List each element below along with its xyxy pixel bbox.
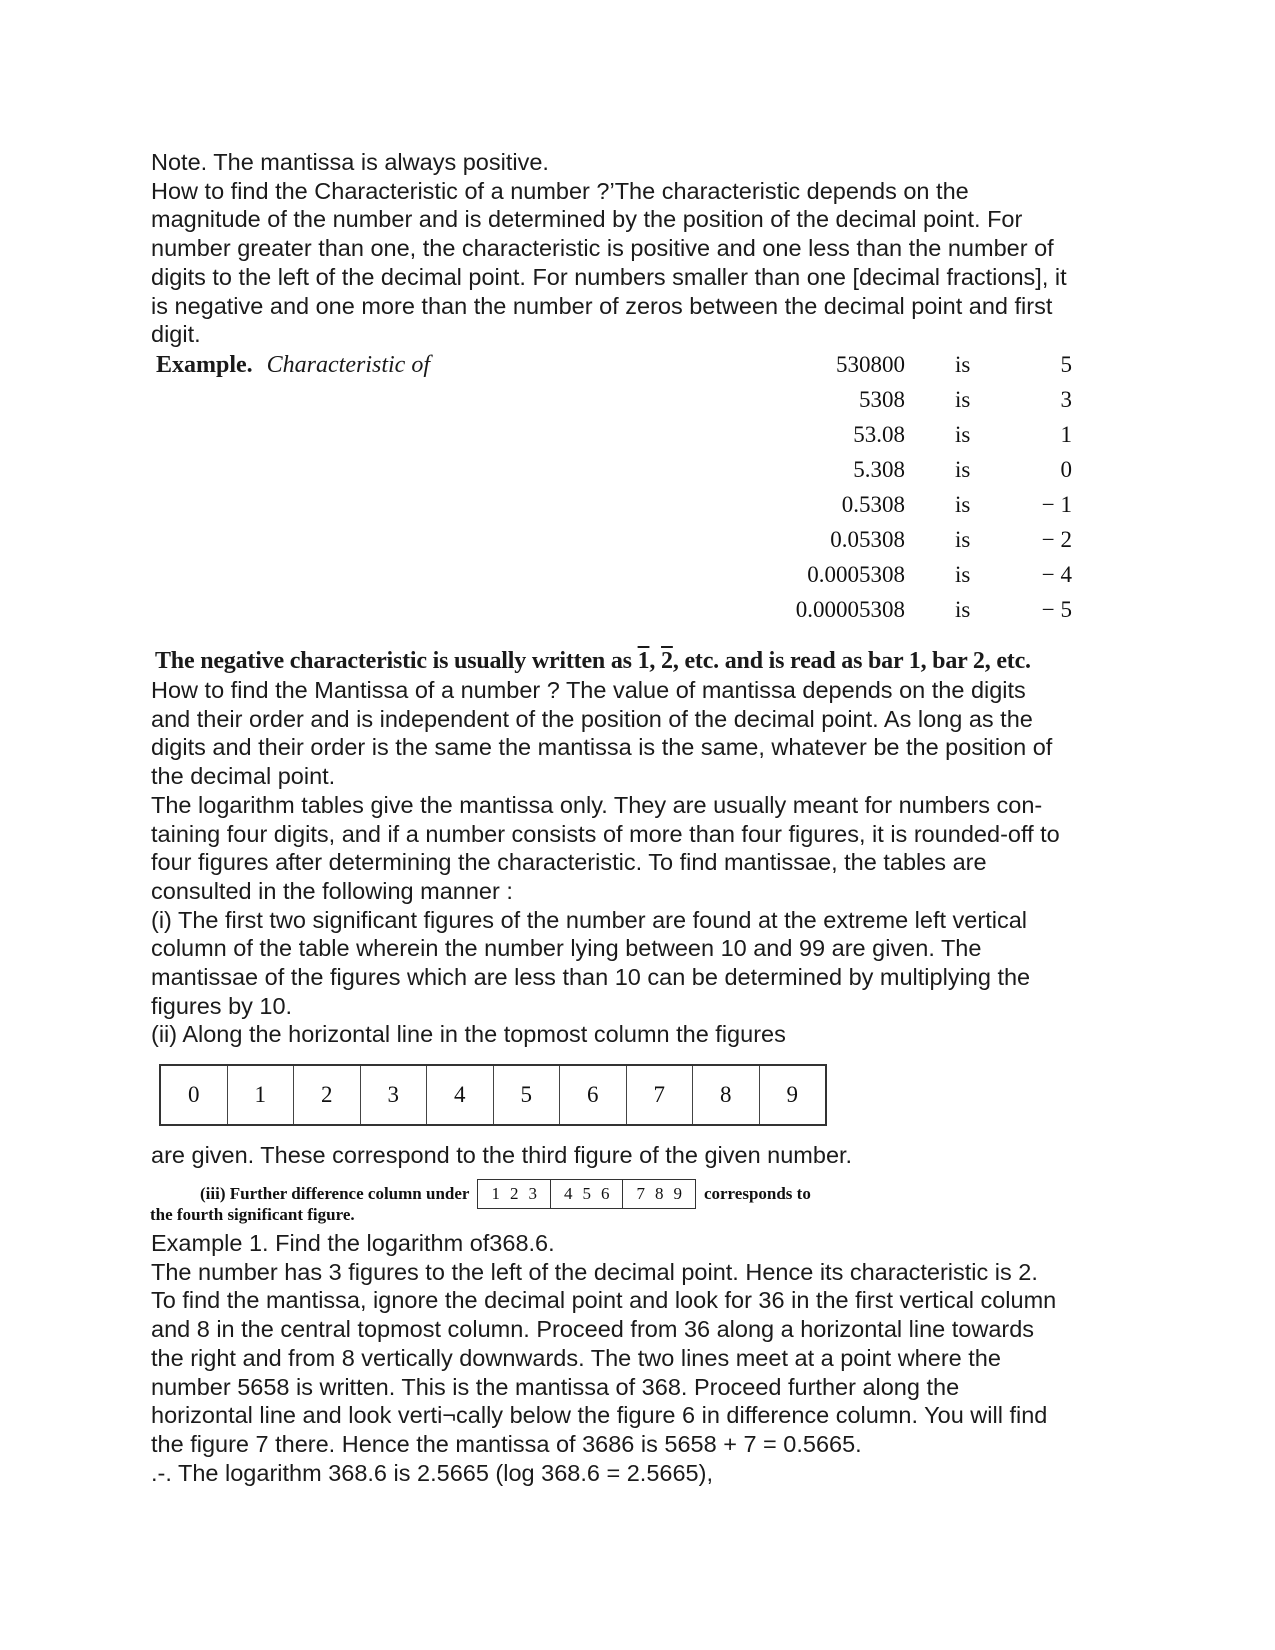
example1-section: [151, 1229, 1131, 1487]
difference-digit: 2: [509, 1184, 519, 1203]
digit-cell: 8: [693, 1066, 760, 1124]
negative-characteristic-note: [155, 648, 1031, 675]
example-is: is: [955, 387, 971, 412]
difference-digit: 1: [491, 1184, 500, 1203]
difference-box: [477, 1179, 696, 1209]
intro-line: Note. The mantissa is always positive.: [151, 149, 549, 175]
example-row: [0, 352, 1275, 388]
mantissa-line: figures by 10.: [151, 992, 293, 1019]
intro-line: How to find the Characteristic of a number ?’The characteristic depends on the: [151, 177, 969, 204]
difference-group: [623, 1180, 695, 1208]
example-is: is: [955, 597, 971, 622]
example-value: − 2: [1041, 527, 1072, 552]
example-value: − 4: [1041, 562, 1072, 587]
example-value: 5: [1060, 352, 1072, 377]
example-row: [0, 527, 1275, 563]
digit-cell: 0: [161, 1066, 228, 1124]
example1-line: and 8 in the central topmost column. Proceed from 36 along a horizontal line towards: [151, 1316, 1035, 1343]
bar-one: 1: [637, 648, 650, 674]
example1-line: number 5658 is written. This is the mantissa of 368. Proceed further along the: [151, 1373, 960, 1400]
digit-cell: 9: [786, 1082, 798, 1107]
difference-digit: 3: [528, 1184, 537, 1203]
example-is: is: [955, 527, 971, 552]
example-row: [0, 492, 1275, 528]
example-is: is: [955, 562, 971, 587]
digits-table: [159, 1064, 827, 1126]
example1-line: Example 1. Find the logarithm of368.6.: [151, 1230, 555, 1256]
mantissa-line: mantissae of the figures which are less than 10 can be determined by multiplying the: [151, 964, 1031, 991]
example-is: is: [955, 422, 971, 447]
example-number: 5308: [859, 387, 905, 412]
intro-paragraph: [151, 148, 1131, 349]
example-value: 1: [1060, 422, 1072, 447]
after-digits-line: are given. These correspond to the third figure of the given number.: [151, 1142, 853, 1168]
digit-cell: 6: [560, 1066, 627, 1124]
digit-cell: 2: [294, 1066, 361, 1124]
example-row: [0, 422, 1275, 458]
difference-digit: 4: [563, 1184, 573, 1203]
intro-line: digit.: [151, 321, 201, 348]
intro-line: digits to the left of the decimal point. For numbers smaller than one [decimal fractions], it: [151, 263, 1067, 290]
example1-line: The number has 3 figures to the left of the decimal point. Hence its characteristic is 2.: [151, 1258, 1038, 1285]
example-is: is: [955, 492, 971, 517]
mantissa-line: The logarithm tables give the mantissa only. They are usually meant for numbers con-: [151, 791, 1043, 818]
digit-cell: 3: [361, 1066, 428, 1124]
mantissa-line: taining four digits, and if a number consists of more than four figures, it is rounded-off to: [151, 820, 1060, 847]
digit-cell: 5: [494, 1066, 561, 1124]
example-label: Example.: [156, 352, 253, 378]
example-number: 5.308: [853, 457, 905, 482]
example-number: 530800: [836, 352, 905, 377]
example1-line: .-. The logarithm 368.6 is 2.5665 (log 368.6 = 2.5665),: [151, 1459, 713, 1486]
mantissa-line: column of the table wherein the number lying between 10 and 99 are given. The: [151, 935, 982, 962]
example-number: 53.08: [853, 422, 905, 447]
difference-group: [551, 1180, 624, 1208]
example1-line: the figure 7 there. Hence the mantissa of 3686 is 5658 + 7 = 0.5665.: [151, 1430, 862, 1457]
difference-group: [478, 1180, 551, 1208]
example-number: 0.0005308: [807, 562, 905, 587]
difference-tail-line: the fourth significant figure.: [150, 1205, 355, 1224]
example-number: 0.05308: [830, 527, 905, 552]
mantissa-line: the decimal point.: [151, 763, 336, 790]
note-text: , etc. and is read as bar 1, bar 2, etc.: [672, 648, 1031, 674]
difference-label: (iii) Further difference column under: [200, 1184, 470, 1203]
example-value: − 5: [1041, 597, 1072, 622]
digit-cell: 4: [427, 1066, 494, 1124]
bar-two: 2: [661, 648, 673, 674]
example-row: [0, 387, 1275, 423]
example-value: 0: [1060, 457, 1072, 482]
mantissa-line: four figures after determining the characteristic. To find mantissae, the tables are: [151, 849, 987, 876]
example1-line: To find the mantissa, ignore the decimal point and look for 36 in the first vertical column: [151, 1287, 1057, 1314]
difference-tail: corresponds to: [703, 1184, 811, 1203]
example1-line: the right and from 8 vertically downwards. The two lines meet at a point where the: [151, 1344, 1001, 1371]
intro-line: is negative and one more than the number of zeros between the decimal point and first: [151, 292, 1053, 319]
difference-digit: 6: [600, 1184, 610, 1203]
difference-digit: 7: [636, 1184, 645, 1203]
example-row: [0, 597, 1275, 633]
difference-digit: 5: [582, 1184, 591, 1203]
after-digits-paragraph: [151, 1141, 1131, 1170]
difference-digit: 9: [673, 1184, 682, 1203]
digit-cell: 1: [228, 1066, 295, 1124]
intro-line: magnitude of the number and is determined by the position of the decimal point. For: [151, 206, 1023, 233]
note-comma: ,: [649, 648, 662, 674]
example-row: [0, 457, 1275, 493]
example-number: 0.5308: [841, 492, 905, 517]
mantissa-line: digits and their order is the same the mantissa is the same, whatever be the position of: [151, 734, 1053, 761]
example-value: − 1: [1041, 492, 1072, 517]
example-title: Characteristic of: [266, 352, 430, 378]
mantissa-line: and their order and is independent of the position of the decimal point. As long as the: [151, 705, 1033, 732]
intro-line: number greater than one, the characteristic is positive and one less than the number of: [151, 235, 1054, 262]
mantissa-line: consulted in the following manner :: [151, 877, 513, 904]
mantissa-line: How to find the Mantissa of a number ? The value of mantissa depends on the digits: [151, 677, 1026, 703]
example1-line: horizontal line and look verti¬cally below the figure 6 in difference column. You will find: [151, 1402, 1048, 1429]
example-number: 0.00005308: [795, 597, 905, 622]
digit-cell: 7: [627, 1066, 694, 1124]
mantissa-section: [151, 676, 1131, 1049]
difference-digit: 8: [654, 1184, 664, 1203]
example-value: 3: [1060, 387, 1072, 412]
example-row: [0, 562, 1275, 598]
example-is: is: [955, 457, 971, 482]
mantissa-line: (i) The first two significant figures of the number are found at the extreme left vertical: [151, 906, 1027, 933]
note-text: The negative characteristic is usually written as: [155, 648, 638, 674]
mantissa-line: (ii) Along the horizontal line in the topmost column the figures: [151, 1021, 786, 1048]
example-is: is: [955, 352, 971, 377]
